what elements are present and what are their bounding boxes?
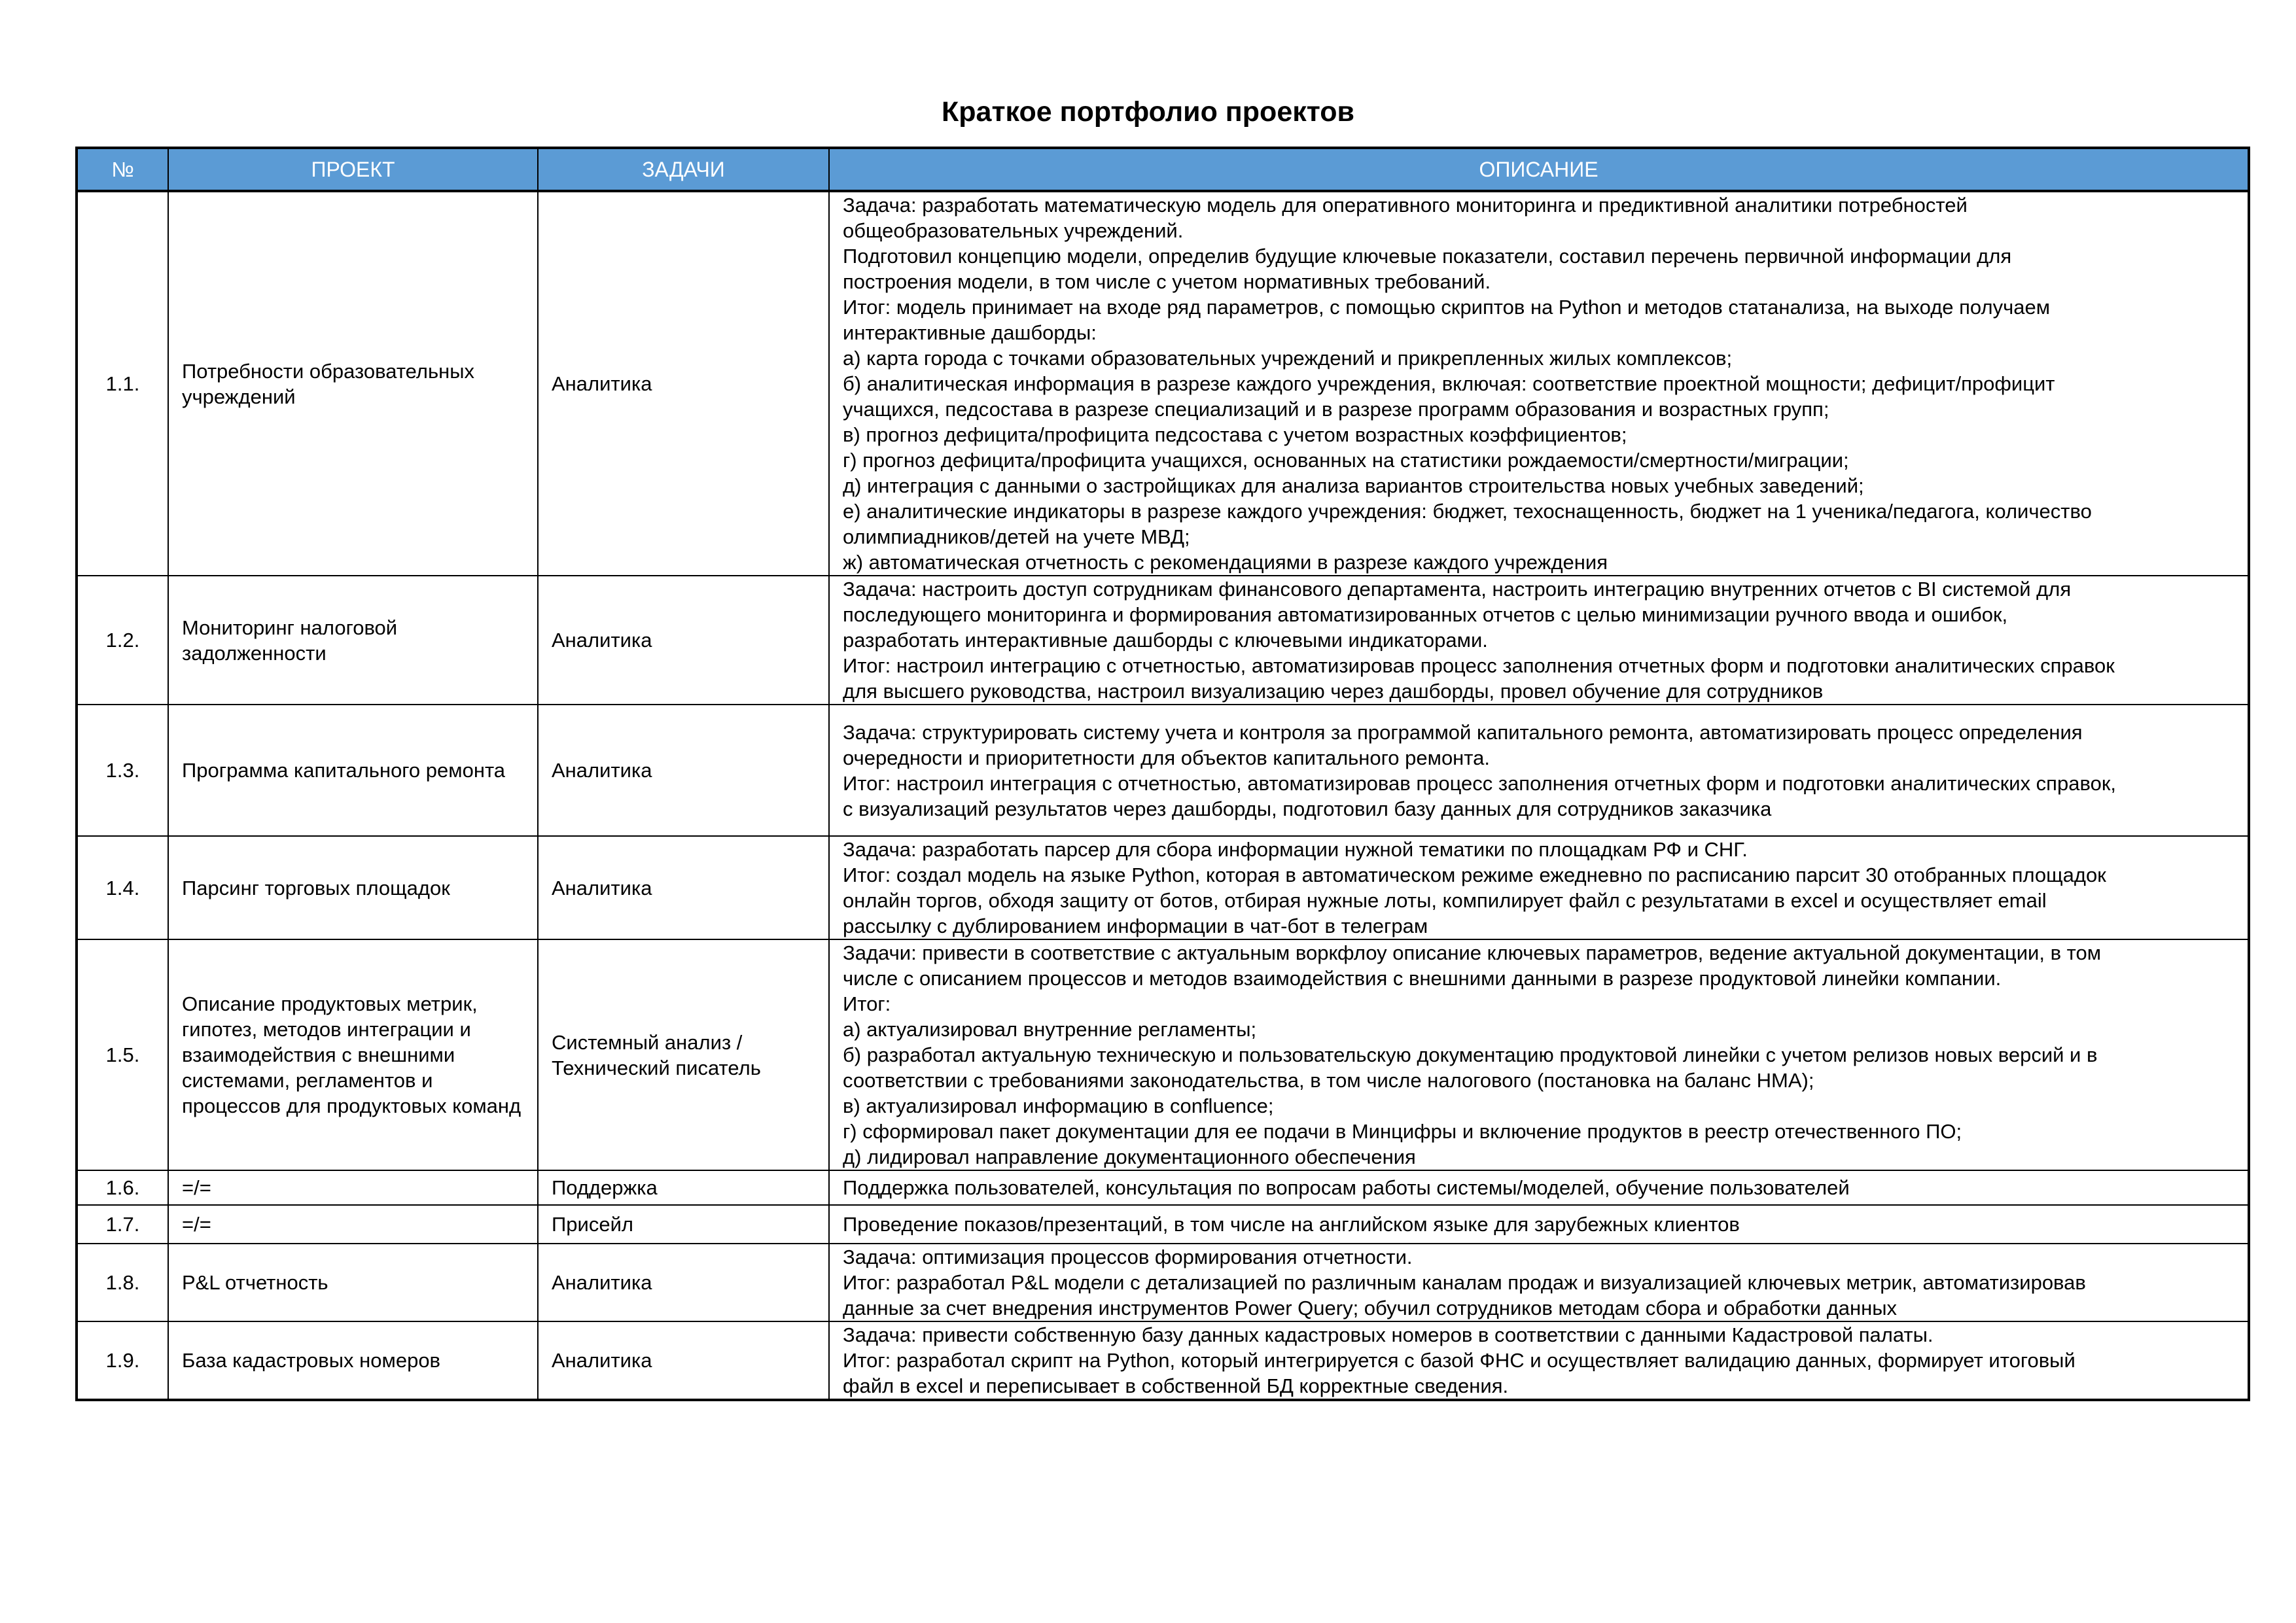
row-number: 1.3. [77, 705, 168, 836]
project-description [829, 939, 2249, 1170]
task-type: Аналитика [538, 191, 829, 576]
table-row [77, 1244, 2249, 1321]
description-line: соответствии с требованиями законодательства, в том числе налогового (постановка на баланс НМА); [843, 1069, 1814, 1092]
description-line: Задача: оптимизация процессов формирования отчетности. [843, 1246, 1413, 1268]
task-type: Аналитика [538, 576, 829, 705]
description-line: построения модели, в том числе с учетом нормативных требований. [843, 270, 1491, 293]
description-line: Итог: настроил интеграция с отчетностью, автоматизировав процесс заполнения отчетных форм и подготовки аналитических справок, [843, 771, 2116, 795]
task-type: Поддержка [538, 1170, 829, 1205]
description-line: Проведение показов/презентаций, в том числе на английском языке для зарубежных клиентов [843, 1213, 1740, 1236]
project-description [829, 576, 2249, 705]
project-description [829, 1321, 2249, 1400]
description-line: в) актуализировал информацию в confluence; [843, 1094, 1274, 1117]
row-number: 1.6. [77, 1170, 168, 1205]
description-line: г) сформировал пакет документации для ее подачи в Минцифры и включение продуктов в реестр отечественного ПО; [843, 1120, 1962, 1143]
description-line: Задачи: привести в соответствие с актуальным воркфлоу описание ключевых параметров, ведение актуальной документации, в том [843, 941, 2102, 964]
description-line: данные за счет внедрения инструментов Power Query; обучил сотрудников методам сбора и обработки данных [843, 1297, 1898, 1319]
project-name: =/= [168, 1205, 538, 1244]
description-line: е) аналитические индикаторы в разрезе каждого учреждения: бюджет, техоснащенность, бюджет на 1 ученика/педагога, количество [843, 500, 2092, 523]
project-name: Программа капитального ремонта [168, 705, 538, 836]
project-description [829, 191, 2249, 576]
task-type: Аналитика [538, 1321, 829, 1400]
description-line: Итог: разработал скрипт на Python, который интегрируется с базой ФНС и осуществляет валидацию данных, формирует итоговый [843, 1349, 2075, 1372]
description-line: Итог: [843, 992, 891, 1015]
description-line: Задача: структурировать систему учета и контроля за программой капитального ремонта, автоматизировать процесс определения [843, 720, 2083, 744]
task-type: Системный анализ / Технический писатель [538, 939, 829, 1170]
project-name: Описание продуктовых метрик, гипотез, методов интеграции и взаимодействия с внешними системами, регламентов и процессов для продуктовых команд [168, 939, 538, 1170]
description-line: рассылку с дублированием информации в чат-бот в телеграм [843, 915, 1428, 937]
description-line: очередности и приоритетности для объектов капитального ремонта. [843, 746, 1491, 769]
table-row [77, 191, 2249, 576]
row-number: 1.5. [77, 939, 168, 1170]
table-row [77, 939, 2249, 1170]
description-line: д) интеграция с данными о застройщиках для анализа вариантов строительства новых учебных заведений; [843, 474, 1864, 497]
description-line: Итог: модель принимает на входе ряд параметров, с помощью скриптов на Python и методов статанализа, на выходе получаем [843, 296, 2051, 319]
description-line: общеобразовательных учреждений. [843, 219, 1184, 242]
description-line: а) актуализировал внутренние регламенты; [843, 1018, 1257, 1041]
header-task: ЗАДАЧИ [538, 148, 829, 191]
description-line: олимпиадников/детей на учете МВД; [843, 525, 1190, 548]
row-number: 1.7. [77, 1205, 168, 1244]
description-line: Задача: привести собственную базу данных кадастровых номеров в соответствии с данными Кадастровой палаты. [843, 1323, 1934, 1346]
table-header-row [77, 148, 2249, 191]
header-num: № [77, 148, 168, 191]
row-number: 1.8. [77, 1244, 168, 1321]
row-number: 1.9. [77, 1321, 168, 1400]
description-line: разработать интерактивные дашборды с ключевыми индикаторами. [843, 629, 1488, 652]
description-line: г) прогноз дефицита/профицита учащихся, основанных на статистики рождаемости/смертности/миграции; [843, 449, 1849, 472]
description-line: Поддержка пользователей, консультация по вопросам работы системы/моделей, обучение пользователей [843, 1176, 1850, 1199]
project-name: Мониторинг налоговой задолженности [168, 576, 538, 705]
description-line: онлайн торгов, обходя защиту от ботов, отбирая нужные лоты, компилирует файл с результатами в excel и осуществляет email [843, 889, 2047, 912]
header-description: ОПИСАНИЕ [829, 148, 2249, 191]
table-row [77, 1170, 2249, 1205]
page-title: Краткое портфолио проектов [942, 96, 1354, 128]
table-row [77, 705, 2249, 836]
table-row [77, 1205, 2249, 1244]
description-line: б) разработал актуальную техническую и пользовательскую документацию продуктовой линейки с учетом релизов новых версий и в [843, 1043, 2098, 1066]
task-type: Аналитика [538, 705, 829, 836]
description-line: Итог: создал модель на языке Python, которая в автоматическом режиме ежедневно по расписанию парсит 30 отобранных площадок [843, 864, 2106, 886]
description-line: с визуализаций результатов через дашборды, подготовил базу данных для сотрудников заказчика [843, 797, 1772, 820]
project-description [829, 1170, 2249, 1205]
project-name: Парсинг торговых площадок [168, 836, 538, 939]
row-number: 1.1. [77, 191, 168, 576]
description-line: ж) автоматическая отчетность с рекомендациями в разрезе каждого учреждения [843, 551, 1608, 574]
description-line: последующего мониторинга и формирования автоматизированных отчетов с целью минимизации ручного ввода и ошибок, [843, 603, 2008, 626]
task-type: Аналитика [538, 1244, 829, 1321]
description-line: Подготовил концепцию модели, определив будущие ключевые показатели, составил перечень первичной информации для [843, 245, 2012, 268]
project-description [829, 1205, 2249, 1244]
description-line: Задача: разработать парсер для сбора информации нужной тематики по площадкам РФ и СНГ. [843, 838, 1748, 861]
project-name: База кадастровых номеров [168, 1321, 538, 1400]
portfolio-table [75, 147, 2250, 1401]
header-project: ПРОЕКТ [168, 148, 538, 191]
row-number: 1.4. [77, 836, 168, 939]
project-name: =/= [168, 1170, 538, 1205]
table-row [77, 576, 2249, 705]
description-line: Задача: настроить доступ сотрудникам финансового департамента, настроить интеграцию внутренних отчетов с BI системой для [843, 578, 2072, 601]
project-description [829, 705, 2249, 836]
description-line: д) лидировал направление документационного обеспечения [843, 1145, 1416, 1168]
task-type: Аналитика [538, 836, 829, 939]
description-line: для высшего руководства, настроил визуализацию через дашборды, провел обучение для сотрудников [843, 680, 1824, 703]
project-name: P&L отчетность [168, 1244, 538, 1321]
row-number: 1.2. [77, 576, 168, 705]
project-description [829, 1244, 2249, 1321]
project-description [829, 836, 2249, 939]
description-line: учащихся, педсостава в разрезе специализаций и в разрезе программ образования и возрастных групп; [843, 398, 1829, 421]
description-line: Задача: разработать математическую модель для оперативного мониторинга и предиктивной аналитики потребностей [843, 194, 1968, 217]
description-line: б) аналитическая информация в разрезе каждого учреждения, включая: соответствие проектной мощности; дефицит/профицит [843, 372, 2055, 395]
description-line: Итог: разработал P&L модели с детализацией по различным каналам продаж и визуализацией ключевых метрик, автоматизировав [843, 1271, 2086, 1294]
description-line: а) карта города с точками образовательных учреждений и прикрепленных жилых комплексов; [843, 347, 1733, 370]
task-type: Присейл [538, 1205, 829, 1244]
table-body [77, 191, 2249, 1400]
project-name: Потребности образовательных учреждений [168, 191, 538, 576]
description-line: числе с описанием процессов и методов взаимодействия с внешними данными в разрезе продуктовой линейки компании. [843, 967, 2002, 990]
table-row [77, 1321, 2249, 1400]
description-line: файл в excel и переписывает в собственной БД корректные сведения. [843, 1374, 1509, 1397]
description-line: Итог: настроил интеграцию с отчетностью, автоматизировав процесс заполнения отчетных форм и подготовки аналитических справок [843, 654, 2115, 677]
table-row [77, 836, 2249, 939]
description-line: интерактивные дашборды: [843, 321, 1097, 344]
description-line: в) прогноз дефицита/профицита педсостава с учетом возрастных коэффициентов; [843, 423, 1627, 446]
